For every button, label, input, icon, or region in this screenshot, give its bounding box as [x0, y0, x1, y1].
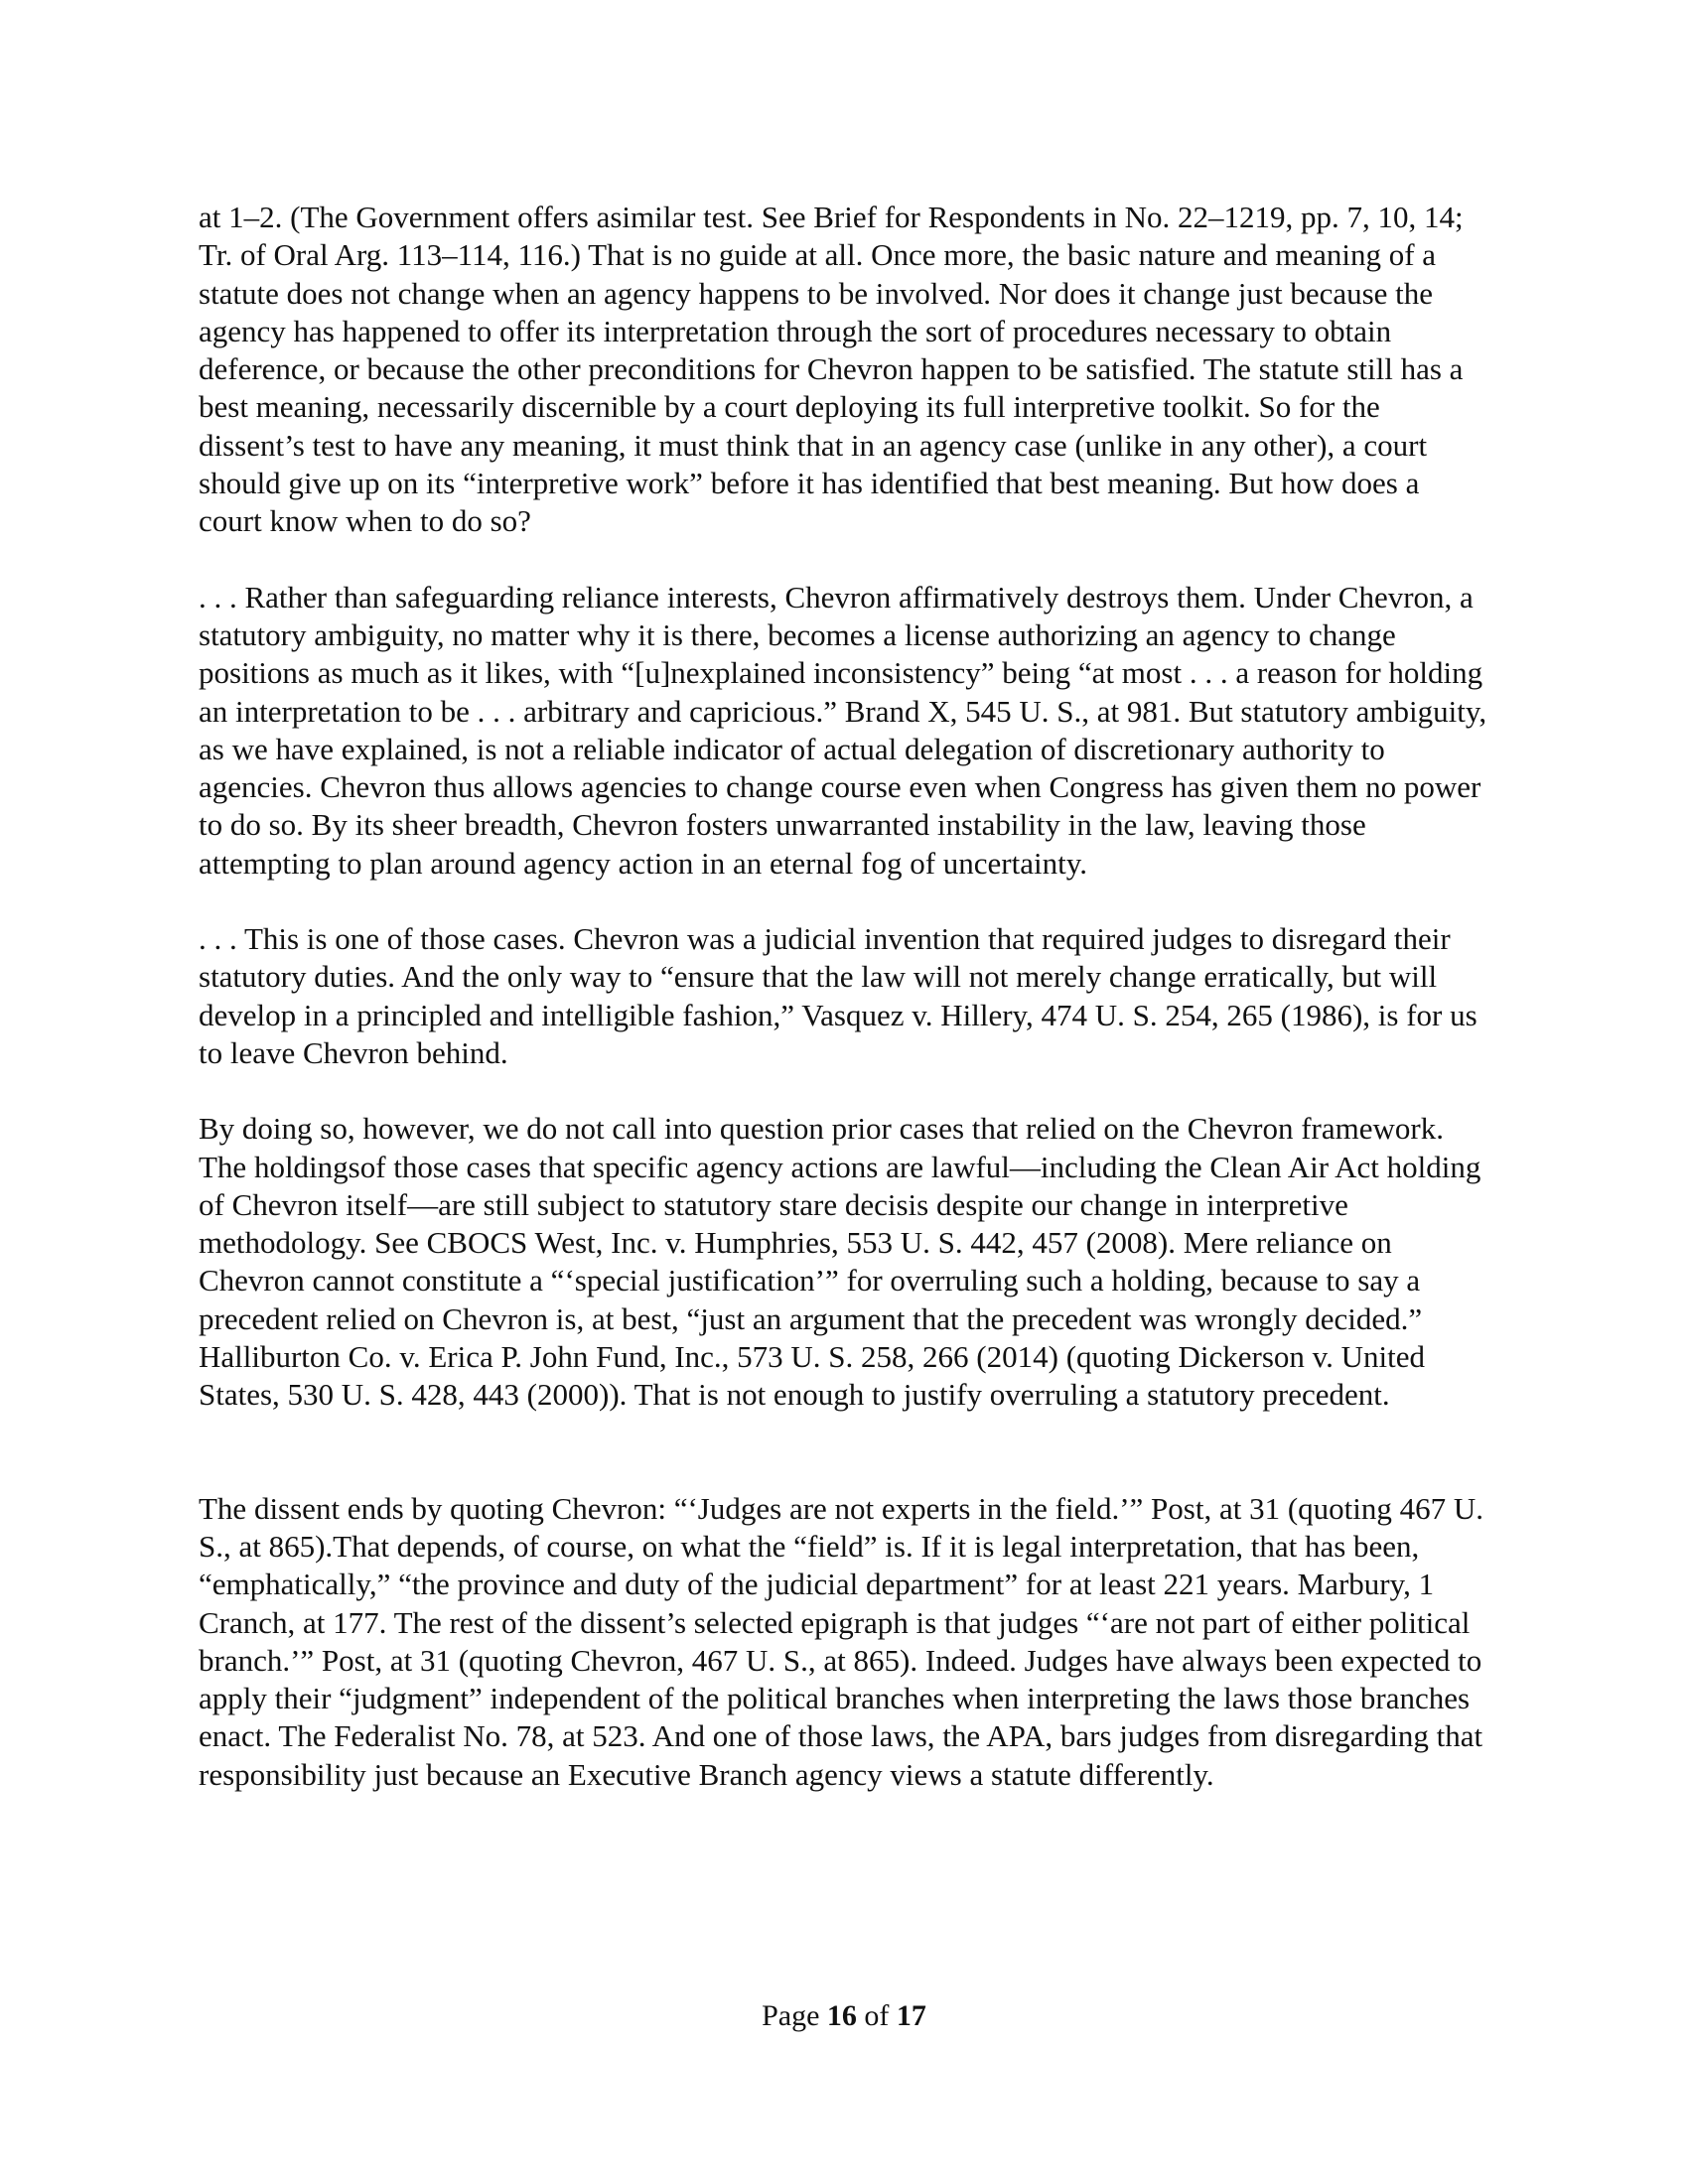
- current-page-number: 16: [826, 1999, 857, 2032]
- paragraph-1: at 1–2. (The Government offers asimilar test. See Brief for Respondents in No. 22–1219, pp. 7, 10, 14; Tr. of Oral Arg. 113–114, 116.) That is no guide at all. Once more, the basic nature and meaning of a statute does not change when an agency happens to be involved. Nor does it change just because the agency has happened to offer its interpretation through the sort of procedures necessary to obtain deference, or because the other preconditions for Chevron happen to be satisfied. The statute still has a best meaning, necessarily discernible by a court deploying its full interpretive toolkit. So for the dissent’s test to have any meaning, it must think that in an agency case (unlike in any other), a court should give up on its “interpretive work” before it has identified that best meaning. But how does a court know when to do so?: [199, 200, 1464, 539]
- paragraph-2: . . . Rather than safeguarding reliance interests, Chevron affirmatively destroys them. Under Chevron, a statutory ambiguity, no matter why it is there, becomes a license authorizing an agency to change positions as much as it likes, with “[u]nexplained inconsistency” being “at most . . . a reason for holding an interpretation to be . . . arbitrary and capricious.” Brand X, 545 U. S., at 981. But statutory ambiguity, as we have explained, is not a reliable indicator of actual delegation of discretionary authority to agencies. Chevron thus allows agencies to change course even when Congress has given them no power to do so. By its sheer breadth, Chevron fosters unwarranted instability in the law, leaving those attempting to plan around agency action in an eternal fog of uncertainty.: [199, 579, 1487, 881]
- of-label: of: [864, 1999, 890, 2032]
- page-number-footer: [0, 1997, 1688, 2035]
- total-page-count: 17: [896, 1999, 926, 2032]
- paragraph-4: By doing so, however, we do not call into question prior cases that relied on the Chevron framework. The holdingsof those cases that specific agency actions are lawful—including the Clean Air Act holding of Chevron itself—are still subject to statutory stare decisis despite our change in interpretive methodology. See CBOCS West, Inc. v. Humphries, 553 U. S. 442, 457 (2008). Mere reliance on Chevron cannot constitute a “‘special justification’” for overruling such a holding, because to say a precedent relied on Chevron is, at best, “just an argument that the precedent was wrongly decided.” Halliburton Co. v. Erica P. John Fund, Inc., 573 U. S. 258, 266 (2014) (quoting Dickerson v. United States, 530 U. S. 428, 443 (2000)). That is not enough to justify overruling a statutory precedent.: [199, 1111, 1481, 1413]
- page-label: Page: [762, 1999, 820, 2032]
- document-body: [199, 199, 1489, 1794]
- paragraph-5: The dissent ends by quoting Chevron: “‘Judges are not experts in the field.’” Post, at 31 (quoting 467 U. S., at 865).That depends, of course, on what the “field” is. If it is legal interpretation, that has been, “emphatically,” “the province and duty of the judicial department” for at least 221 years. Marbury, 1 Cranch, at 177. The rest of the dissent’s selected epigraph is that judges “‘are not part of either political branch.’” Post, at 31 (quoting Chevron, 467 U. S., at 865). Indeed. Judges have always been expected to apply their “judgment” independent of the political branches when interpreting the laws those branches enact. The Federalist No. 78, at 523. And one of those laws, the APA, bars judges from disregarding that responsibility just because an Executive Branch agency views a statute differently.: [199, 1490, 1484, 1792]
- paragraph-3: . . . This is one of those cases. Chevron was a judicial invention that required judges to disregard their statutory duties. And the only way to “ensure that the law will not merely change erratically, but will develop in a principled and intelligible fashion,” Vasquez v. Hillery, 474 U. S. 254, 265 (1986), is for us to leave Chevron behind.: [199, 921, 1477, 1070]
